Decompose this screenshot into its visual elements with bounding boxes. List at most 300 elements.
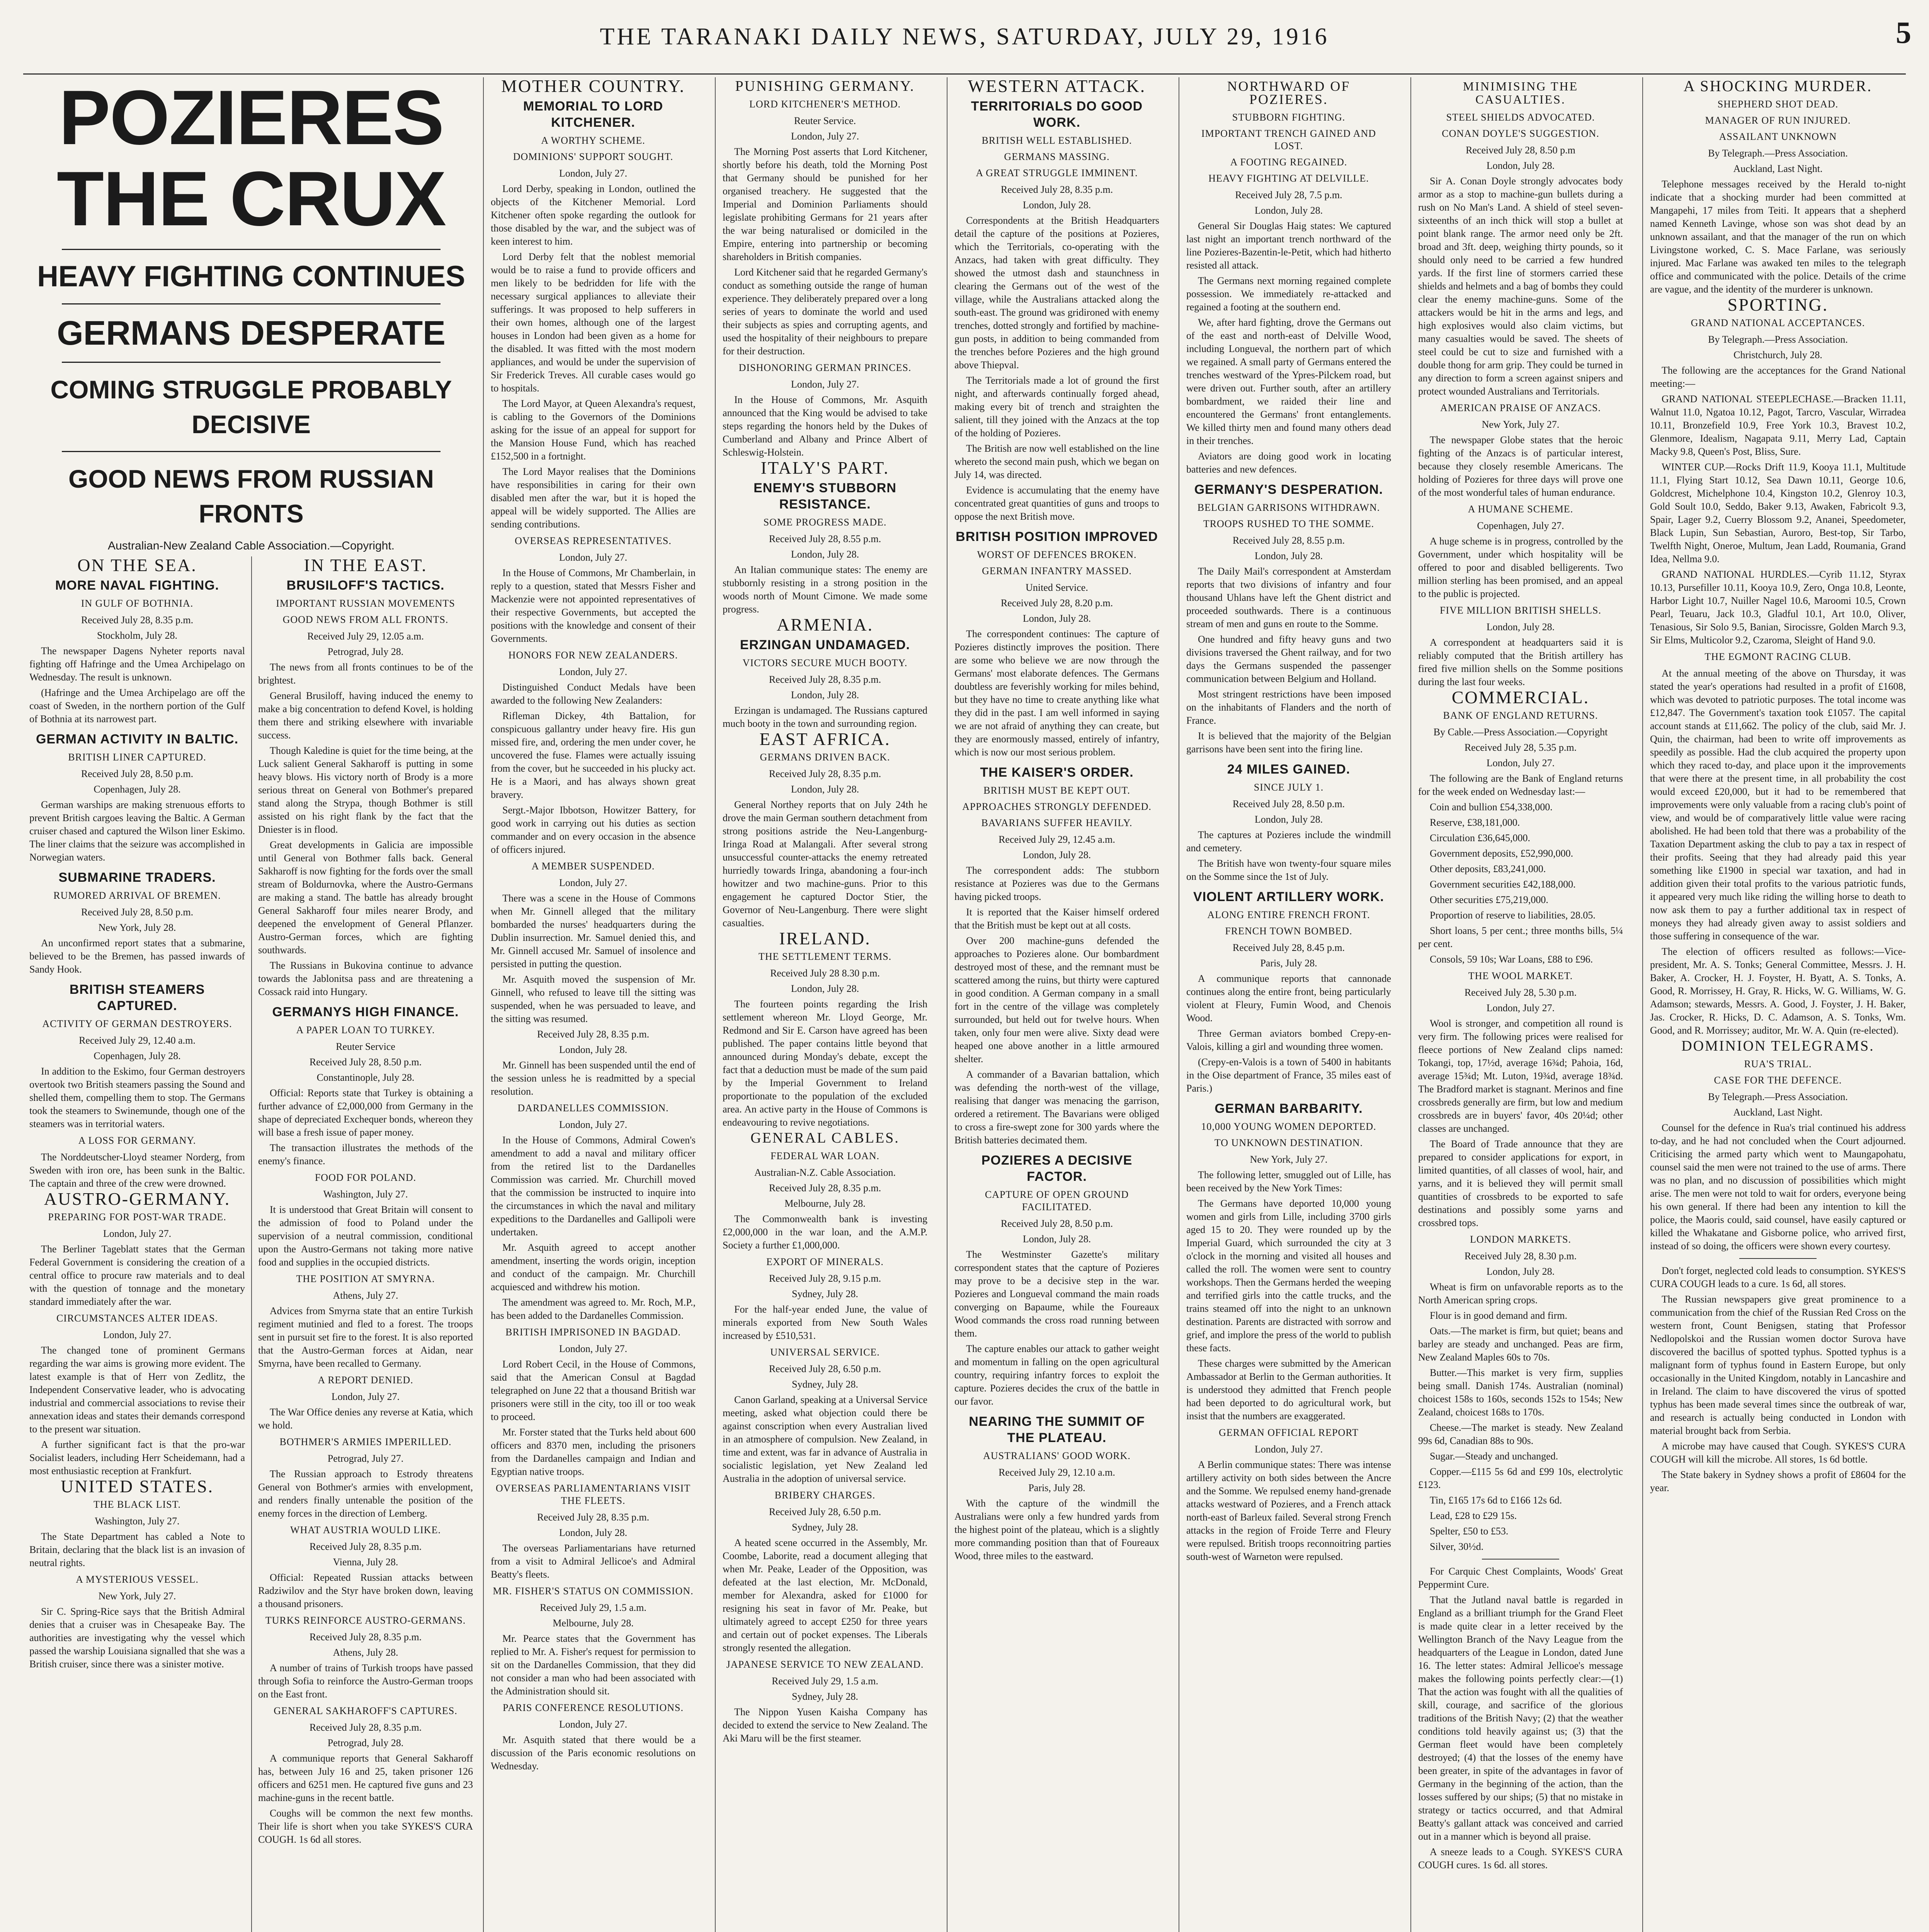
dateline: Received July 28, 8.55 p.m. — [769, 533, 881, 544]
dateline: Received July 28, 9.15 p.m. — [769, 1273, 881, 1284]
article-subheading: BRITISH IMPRISONED IN BAGDAD. — [505, 1327, 681, 1338]
dateline: Received July 28, 8.35 p.m. — [81, 614, 194, 626]
stat-line: Proportion of reserve to liabilities, 28.05. — [1430, 910, 1596, 921]
paragraph: The Berliner Tageblatt states that the German Federal Government is considering the creation of a central office to procure raw materials and to deal with the question of tonnage and the monetary standard immediately after the war. — [29, 1243, 245, 1307]
masthead-rule — [23, 73, 1906, 75]
article-heading: BRITISH POSITION IMPROVED — [956, 529, 1158, 544]
dateline: London, July 27. — [559, 552, 628, 563]
article-subheading: A MEMBER SUSPENDED. — [531, 861, 655, 872]
stat-line: Circulation £36,645,000. — [1430, 832, 1530, 844]
article-subheading: ASSAILANT UNKNOWN — [1719, 131, 1837, 142]
paragraph: Correspondents at the British Headquarters detail the capture of the positions at Pozieres, which the Territorials, co-operating with the Anzacs, had taken with great difficulty. They showed the utmost dash and staunchness in clearing the Germans out of the west of the village, while the Australians attacked along the south-east. The ground was gridironed with enemy trenches, dotted strongly and fortified by machine-gun posts, in addition to being commanded from the trenches before Pozieres and the high ground above Thiepval. — [954, 215, 1159, 371]
paragraph: The Territorials made a lot of ground the first night, and afterwards continually forged ahead, making every bit of trench and straighten the salient, till they joined with the Anzacs at the top of the holding of Pozieres. — [954, 375, 1159, 439]
paragraph: The British have won twenty-four square miles on the Somme since the 1st of July. — [1186, 858, 1391, 882]
paragraph: Aviators are doing good work in locating batteries and new defences. — [1186, 451, 1391, 475]
paragraph: The following are the acceptances for the Grand National meeting:— — [1650, 365, 1906, 389]
paragraph: Distinguished Conduct Medals have been awarded to the following New Zealanders: — [491, 682, 696, 706]
divider — [1739, 1258, 1817, 1259]
paragraph: One hundred and fifty heavy guns and two divisions traversed the Ghent railway, and for two days the Germans suspended the passenger communication between Belgium and Holland. — [1186, 634, 1391, 684]
dateline: London, July 27. — [559, 1343, 628, 1354]
article-subheading: ACTIVITY OF GERMAN DESTROYERS. — [42, 1018, 232, 1029]
section-title: UNITED STATES. — [60, 1476, 214, 1496]
article-subheading: A FOOTING REGAINED. — [1230, 156, 1347, 168]
dateline: Received July 28, 5.35 p.m. — [1464, 742, 1577, 753]
paragraph: A huge scheme is in progress, controlled by the Government, under which hospitality will be offered to poor and disabled belligerents. Two million sterling has been promised, and an appeal to the public is projected. — [1418, 536, 1623, 599]
dateline: Sydney, July 28. — [792, 1379, 858, 1390]
paragraph: The Norddeutscher-Lloyd steamer Norderg, from Sweden with iron ore, has been sunk in the Baltic. The captain and three of the crew were drowned. — [29, 1151, 245, 1189]
paragraph: The Germans have deported 10,000 young women and girls from Lille, including 3700 girls aged 15 to 20. They were rounded up by the Imperial Guard, which surrounded the city at 3 o'clock in the morning and visited all houses and called the roll. The women were sent to country workshops. Then the Germans herded the weeping and terrified girls into the cattle trucks, and the trains steamed off into the night to an unknown destination. Parents are distracted with sorrow and grief, and implore the press of the world to publish these facts. — [1186, 1198, 1391, 1354]
article-subheading: WHAT AUSTRIA WOULD LIKE. — [290, 1524, 441, 1536]
article-heading: MEMORIAL TO LORD KITCHENER. — [523, 99, 663, 130]
article-subheading: UNIVERSAL SERVICE. — [770, 1347, 880, 1358]
dateline: Sydney, July 28. — [792, 1288, 858, 1299]
paragraph: Great developments in Galicia are impossible until General von Bothmer falls back. General Sakharoff is now fighting for the fords over the small stream of Boldurnovka, where the Austro-Germans are making a stand. The battle has already brought General Sakharoff four miles nearer Brody, and deepened the envelopment of General Pflanzer. Austro-German forces, which are fighting southwards. — [258, 839, 473, 956]
article-subheading: BRITISH MUST BE KEPT OUT. — [983, 785, 1130, 796]
article-subheading: PARIS CONFERENCE RESOLUTIONS. — [503, 1702, 684, 1713]
article-subheading: A LOSS FOR GERMANY. — [78, 1135, 196, 1146]
advertisement: Don't forget, neglected cold leads to consumption. SYKES'S CURA COUGH leads to a cure. 1s 6d, all stores. — [1650, 1265, 1906, 1289]
paragraph: The War Office denies any reverse at Katia, which we hold. — [258, 1406, 473, 1431]
paragraph: In addition to the Eskimo, four German destroyers overtook two British steamers passing the Sound and shelled them, compelling them to stop. The Germans took the steamers to Swinemunde, though one of the steamers was in territorial waters. — [29, 1066, 245, 1129]
paragraph: Rifleman Dickey, 4th Battalion, for conspicuous gallantry under heavy fire. His gun missed fire, and, ordering the men under cover, he uncovered the fuse. Flames were actually issuing from the cover, but he succeeded in his plucky act. He is a Maori, and has always shown great bravery. — [491, 710, 696, 800]
dateline: Received July 28, 8.20 p.m. — [1000, 597, 1113, 609]
dateline: Received July 28, 8.35 p.m. — [769, 674, 881, 685]
article-subheading: BOTHMER'S ARMIES IMPERILLED. — [279, 1436, 452, 1447]
dateline: Auckland, Last Night. — [1733, 163, 1823, 174]
article-subheading: IMPORTANT RUSSIAN MOVEMENTS — [276, 598, 455, 609]
column-mother-country — [483, 77, 703, 1932]
paragraph: That the Jutland naval battle is regarded in England as a brilliant triumph for the Grand Fleet is made quite clear in a letter received by the Wellington Branch of the Navy League from the headquarters of the League in London, dated June 16. The letter states: Admiral Jellicoe's message makes the following points perfectly clear:—(1) That the action was fought with all the qualities of skill, courage, and sacrifice of the glorious traditions of the British Navy; (2) that the weather conditions told heavily against us; (3) that the German fleet would have been completely destroyed; (4) that the losses of the enemy have been greater, in spite of the advantages in favor of Germany in the beginning of the action, than the losses suffered by our ships; (5) that no mistake in strategy or tactics occurred, and that Admiral Beatty's gallant attack was conceived and carried out in a manner which is beyond all praise. — [1418, 1594, 1623, 1842]
article-subheading: AMERICAN PRAISE OF ANZACS. — [1440, 402, 1601, 413]
dateline: London, July 28. — [791, 983, 859, 994]
paragraph: Though Kaledine is quiet for the time being, at the Luck salient General Sakharoff is putting in some heavy blows. His victory north of Brody is a more serious threat on General von Bothmer's prepared stand along the Strypa, though Bothmer is still assisted on his right flank by the fact that the Dniester is in flood. — [258, 745, 473, 835]
article-subheading: SINCE JULY 1. — [1254, 782, 1324, 793]
article-subheading: STEEL SHIELDS ADVOCATED. — [1446, 112, 1595, 123]
article-subheading: BRIBERY CHARGES. — [774, 1490, 876, 1501]
paragraph: General Northey reports that on July 24th he drove the main German southern detachment from strong positions astride the Neu-Langenburg-Iringa Road at Malangali. After several strong unsuccessful counter-attacks the enemy retreated hurriedly towards Iringa, abandoning a four-inch howitzer and two machine-guns. Prior to this engagement he captured Doctor Stier, the Governor of Neu-Langenburg. There were slight casualties. — [723, 799, 927, 929]
article-subheading: OVERSEAS PARLIAMENTARIANS VISIT THE FLEETS. — [495, 1483, 691, 1506]
paragraph: The Nippon Yusen Kaisha Company has decided to extend the service to New Zealand. The Aki Maru will be the first steamer. — [723, 1706, 927, 1744]
dateline: London, July 28. — [791, 784, 859, 795]
section-title: EAST AFRICA. — [759, 729, 891, 749]
article-heading: ENEMY'S STUBBORN RESISTANCE. — [754, 481, 896, 512]
article-subheading: GERMAN INFANTRY MASSED. — [982, 565, 1132, 577]
divider — [62, 362, 441, 363]
paragraph: In the House of Commons, Mr Chamberlain, in reply to a question, stated that Messrs Fisher and Mackenzie were not appointed representatives of their respective Governments, but accepted the positions with the knowledge and consent of their Governments. — [491, 567, 696, 644]
paragraph: In the House of Commons, Admiral Cowen's amendment to add a naval and military officer from the retired list to the Dardanelles Commission was carried. Mr. Churchill moved that the commission be instructed to inquire into the circumstances in which the naval and military expeditions to the Dardanelles and Gallipoli were undertaken. — [491, 1134, 696, 1238]
paragraph: The correspondent continues: The capture of Pozieres distinctly improves the position. There are some who believe we are now through the Germans' most elaborate defences. The Germans doubtless are feverishly working for miles behind, but they have no time to create anything like what they did in the past. I am well informed in saying we are not afraid of anything they can create, but they are enormously massed, entirely of infantry, which is now our most serious problem. — [954, 628, 1159, 758]
dateline: Athens, July 27. — [333, 1290, 398, 1301]
article-subheading: GRAND NATIONAL ACCEPTANCES. — [1691, 317, 1865, 328]
article-subheading: THE WOOL MARKET. — [1468, 970, 1573, 981]
paragraph: The correspondent adds: The stubborn resistance at Pozieres was due to the Germans having picked troops. — [954, 865, 1159, 902]
paragraph: Official: Reports state that Turkey is obtaining a further advance of £2,000,000 from Germany in the shape of depreciated Exchequer bonds, whereon they will base a fresh issue of paper money. — [258, 1087, 473, 1138]
article-heading: NEARING THE SUMMIT OF THE PLATEAU. — [969, 1414, 1145, 1445]
dateline: Received July 28 8.30 p.m. — [770, 968, 880, 979]
article-subheading: MR. FISHER'S STATUS ON COMMISSION. — [493, 1585, 694, 1597]
paragraph: For the half-year ended June, the value of minerals exported from New South Wales increased by £510,531. — [723, 1304, 927, 1341]
stat-line: Government deposits, £52,990,000. — [1430, 848, 1573, 859]
article-subheading: STUBBORN FIGHTING. — [1232, 112, 1346, 123]
dateline: London, July 27. — [103, 1329, 172, 1340]
dateline: Paris, July 28. — [1260, 957, 1317, 969]
paragraph: The Commonwealth bank is investing £2,000,000 in the war loan, and the A.M.P. Society a further £1,000,000. — [723, 1213, 927, 1251]
article-heading: ERZINGAN UNDAMAGED. — [740, 638, 910, 652]
paragraph: Mr. Ginnell has been suspended until the end of the session unless he is readmitted by a special resolution. — [491, 1060, 696, 1097]
paragraph: These charges were submitted by the American Ambassador at Berlin to the German authorities. It is understood they admitted that French people had been deported to do agricultural work, but insist that the numbers are exaggerated. — [1186, 1358, 1391, 1422]
paragraph: General Brusiloff, having induced the enemy to make a big concentration to defend Kovel, is holding them there and striking elsewhere with invariable success. — [258, 690, 473, 741]
paragraph: The Lord Mayor realises that the Dominions have responsibilities in caring for their own disabled men after the war, but it is hoped the appeal will be widely supported. The Allies are sending contributions. — [491, 466, 696, 530]
dateline: Constantinople, July 28. — [316, 1072, 415, 1083]
article-heading: GERMAN ACTIVITY IN BALTIC. — [36, 732, 239, 747]
section-title: ITALY'S PART. — [760, 458, 890, 478]
article-subheading: GENERAL SAKHAROFF'S CAPTURES. — [274, 1705, 458, 1716]
article-subheading: TURKS REINFORCE AUSTRO-GERMANS. — [265, 1615, 466, 1626]
article-subheading: IMPORTANT TRENCH GAINED AND LOST. — [1201, 128, 1376, 151]
article-heading: BRUSILOFF'S TACTICS. — [286, 578, 445, 593]
article-subheading: RUA'S TRIAL. — [1744, 1058, 1812, 1070]
dateline: Received July 28, 8.55 p.m. — [1232, 535, 1345, 546]
dateline: London, July 27. — [559, 168, 628, 179]
dateline: Received July 28, 6.50 p.m. — [769, 1506, 881, 1517]
lead-headline-block — [23, 77, 479, 556]
paragraph: An unconfirmed report states that a submarine, believed to be the Bremen, has passed inwards of Sandy Hook. — [29, 937, 245, 975]
paragraph: The State Department has cabled a Note to Britain, declaring that the black list is an invasion of neutral rights. — [29, 1531, 245, 1568]
article-subheading: CONAN DOYLE'S SUGGESTION. — [1442, 128, 1599, 139]
dateline: Received July 28, 8.35 p.m. — [769, 1182, 881, 1194]
paragraph: The captures at Pozieres include the windmill and cemetery. — [1186, 829, 1391, 854]
dateline: Melbourne, July 28. — [553, 1617, 634, 1629]
article-subheading: TROOPS RUSHED TO THE SOMME. — [1203, 518, 1374, 529]
paragraph: The newspaper Globe states that the heroic fighting of the Anzacs is of particular interest, because they closely resemble Americans. The holding of Pozieres for three days will prove one of the most wonderful tales of human endurance. — [1418, 434, 1623, 498]
paragraph: Cheese.—The market is steady. New Zealand 99s 6d, Canadian 88s to 90s. — [1418, 1422, 1623, 1446]
article-subheading: FOOD FOR POLAND. — [315, 1172, 417, 1183]
article-subheading: VICTORS SECURE MUCH BOOTY. — [742, 657, 908, 668]
paragraph: An Italian communique states: The enemy are stubbornly resisting in a strong position in the woods north of Mount Cimone. We made some progress. — [723, 564, 927, 615]
lead-subhead-1: HEAVY FIGHTING CONTINUES — [37, 260, 465, 293]
column-sea — [23, 556, 251, 1932]
column-western-attack — [947, 77, 1166, 1932]
article-subheading: IN GULF OF BOTHNIA. — [81, 598, 194, 609]
paragraph: The changed tone of prominent Germans regarding the war aims is growing more evident. The latest example is that of Herr von Zedlitz, the Independent Conservative leader, who is advocating industrial and commercial associations to revise their annexation ideas and states their demands correspond to the present war situation. — [29, 1345, 245, 1435]
paragraph: Telephone messages received by the Herald to-night indicate that a shocking murder had been committed at Mangapehi, 17 miles from Teiti. It appears that a shepherd named Kenneth Lavinge, whose son was shot dead by an unknown assailant, and that the manager of the run on which Livingstone worked, C. S. Mace Farlane, was seriously injured. Mac Farlane was awaked ten miles to the telegraph office and communicated with the police. Details of the crime are vague, and the identity of the murderer is unknown. — [1650, 179, 1906, 295]
article-subheading: THE POSITION AT SMYRNA. — [296, 1273, 435, 1284]
section-title: ON THE SEA. — [77, 556, 197, 575]
dateline: New York, July 27. — [1482, 419, 1560, 430]
paragraph: At the annual meeting of the above on Thursday, it was stated the year's operations had resulted in a profit of £1608, which was devoted to patriotic purposes. The total income was £12,847. The Government's taxation took £1057. The capital account stands at £11,662. The policy of the club, said Mr. J. Quin, the chairman, had been to write off improvements as speedily as possible. Had the club acquired the property upon which they raced to-day, and place upon it the improvements that were there at the present time, in all probability the cost would exceed £20,000, but it had to be remembered that improvements were only valuable from a racing club's point of view, and would be of comparatively little value were racing abolished. He had been told that there was a probability of the Taxation Department asking the club to pay a tax in respect of their profits. Seeing that they had already paid this year something like £1900 in special war taxation, and had in addition given their total profits to the various patriotic funds, it appeared very much like riding the willing horse to death to now ask them to pay a further additional tax in respect of moneys they had already given away to assist soldiers and those suffering in consequence of the war. — [1650, 668, 1906, 942]
paragraph: Erzingan is undamaged. The Russians captured much booty in the town and surrounding region. — [723, 705, 927, 729]
dateline: Christchurch, July 28. — [1733, 349, 1822, 361]
article-heading: GERMANY'S DESPERATION. — [1194, 482, 1383, 497]
dateline: London, July 28. — [791, 689, 859, 701]
section-title: MOTHER COUNTRY. — [501, 77, 686, 96]
article-subheading: SOME PROGRESS MADE. — [763, 517, 887, 528]
dateline: Received July 28, 8.30 p.m. — [1464, 1250, 1577, 1262]
paragraph: Counsel for the defence in Rua's trial continued his address to-day, and he had not concluded when the Court adjourned. Criticising the armed party which went to Maungapohatu, counsel said the men were not trained to the use of arms. There was no plan, and no discussion of possibilities which might arise. The men were not told to wait for orders, everyone being his own general. If there had been any intention to kill the police, the Maoris could, said counsel, have easily captured or killed the Whakatane and Gisborne police, who arrived first, instead of so doing, the officers were shown every courtesy. — [1650, 1122, 1906, 1252]
paragraph: A Berlin communique states: There was intense artillery activity on both sides between the Ancre and the Somme. We repulsed enemy hand-grenade attacks westward of Pozieres, and a French attack north-east of Barleux failed. Several strong French attacks in the region of Froide Terre and Fleury were repulsed. British troops reconnoitring parties south-west of Warneton were repulsed. — [1186, 1459, 1391, 1562]
stat-line: Short loans, 5 per cent.; three months bills, 5¼ per cent. — [1418, 925, 1623, 949]
dateline: By Telegraph.—Press Association. — [1708, 334, 1848, 345]
lead-subhead-4: GOOD NEWS FROM RUSSIAN FRONTS — [68, 464, 434, 528]
dateline: London, July 27. — [103, 1228, 172, 1239]
dateline: Melbourne, July 28. — [784, 1198, 866, 1209]
article-subheading: ALONG ENTIRE FRENCH FRONT. — [1207, 909, 1370, 920]
divider — [62, 303, 441, 304]
article-subheading: A WORTHY SCHEME. — [541, 135, 645, 146]
advertisement: A sneeze leads to a Cough. SYKES'S CURA COUGH cures. 1s 6d. all stores. — [1418, 1846, 1623, 1871]
dateline: Received July 29, 1.5 a.m. — [540, 1602, 646, 1613]
section-title: WESTERN ATTACK. — [968, 77, 1146, 96]
dateline: London, July 27. — [559, 877, 628, 888]
section-title: COMMERCIAL. — [1451, 687, 1590, 707]
dateline: Australian-N.Z. Cable Association. — [754, 1167, 896, 1178]
article-subheading: HONORS FOR NEW ZEALANDERS. — [508, 650, 678, 661]
dateline: New York, July 27. — [1250, 1154, 1328, 1165]
article-subheading: LORD KITCHENER'S METHOD. — [749, 99, 901, 110]
section-title: DOMINION TELEGRAMS. — [1681, 1038, 1875, 1054]
dateline: Stockholm, July 28. — [97, 630, 177, 641]
paragraph: The Russian approach to Estrody threatens General von Bothmer's armies with envelopment, and renders finally untenable the position of the enemy forces in the direction of Lemberg. — [258, 1468, 473, 1519]
paragraph: The election of officers resulted as follows:—Vice-president, Mr. A. S. Tonks; General Committee, Messrs. J. H. Baker, A. Crocker, H. J. Foyster, H. Byatt, A. S. Tonks, A. Good, R. Morrissey, H. Gray, R. Hicks, W. G. Williams, W. G. Adamson; stewards, Messrs. A. Good, J. Foyster, J. H. Baker, Jas. Crocker, R. Hicks, D. C. Adamson, A. S. Tonks, Wm. Good, and R. Morrissey; auditor, Mr. W. A. Quin (re-elected). — [1650, 946, 1906, 1036]
dateline: Received July 28, 8.35 p.m. — [1000, 184, 1113, 195]
paragraph: The news from all fronts continues to be of the brightest. — [258, 662, 473, 686]
article-subheading: BRITISH LINER CAPTURED. — [68, 752, 206, 763]
paragraph: A commander of a Bavarian battalion, which was defending the north-west of the village, realising that danger was menacing the garrison, ordered a retirement. The Bavarians were obliged to cross a fire-swept zone for 300 yards where the British batteries decimated them. — [954, 1069, 1159, 1146]
article-subheading: GOOD NEWS FROM ALL FRONTS. — [282, 614, 449, 625]
dateline: London, July 28. — [1254, 814, 1323, 825]
paragraph: Lord Derby, speaking in London, outlined the objects of the Kitchener Memorial. Lord Kitchener often spoke regarding the outlook for those disabled by the war, and the subject was of keen interest to him. — [491, 183, 696, 247]
paragraph: Sir C. Spring-Rice says that the British Admiral denies that a cruiser was in Chesapeake Bay. The authorities are investigating why the vessel which passed the warship Louisiana signalled that she was a British cruiser, since there was a sinister motive. — [29, 1606, 245, 1670]
paragraph: A communique reports that General Sakharoff has, between July 16 and 25, taken prisoner 126 officers and 6251 men. He captured five guns and 23 machine-guns in the recent battle. — [258, 1753, 473, 1803]
dateline: Received July 29, 12.40 a.m. — [79, 1035, 196, 1046]
page-number: 5 — [1896, 16, 1914, 50]
dateline: London, July 28. — [791, 549, 859, 560]
dateline: London, July 28. — [1486, 1266, 1555, 1277]
paragraph: A number of trains of Turkish troops have passed through Sofia to reinforce the Austro-German troops on the East front. — [258, 1662, 473, 1700]
paragraph: GRAND NATIONAL STEEPLECHASE.—Bracken 11.11, Walnut 11.0, Ngatoa 10.12, Pagot, Tarcro, Vascular, Wirradea 10.11, Bronzefield 10.9, Free York 10.3, Bravest 10.2, Glenmore, Idealism, Nagapata 9.11, Merry Lad, Captain Macky 9.8, Queen's Post, Bliss, Sure. — [1650, 393, 1906, 457]
dateline: Sydney, July 28. — [792, 1522, 858, 1533]
dateline: Received July 28, 8.35 p.m. — [309, 1631, 422, 1643]
paragraph: Spelter, £50 to £53. — [1430, 1526, 1509, 1537]
paragraph: The Russians in Bukovina continue to advance towards the Jablonitsa pass and are threatening a Cossack raid into Hungary. — [258, 960, 473, 997]
article-subheading: BRITISH WELL ESTABLISHED. — [982, 135, 1132, 146]
paragraph: GRAND NATIONAL HURDLES.—Cyrib 11.12, Styrax 10.13, Pursefiller 10.11, Kooya 10.9, Zero, Onga 10.8, Leonte, Harbor Light 10.7, Nuiller Nagel 10.6, Maroomi 10.5, Crown Pearl, Teuaru, Jack 10.3, Gladful 10.1, Art 10.0, Oliver, Tenasious, Sir Solo 9.5, Banian, Sirocissre, Golden March 9.3, Sir Elms, Multicolor 9.2, Czaroma, Sleight of Hand 9.0. — [1650, 569, 1906, 646]
paragraph: The Russian newspapers give great prominence to a communication from the chief of the Russian Red Cross on the western front, Count Benigsen, stating that Professor Nedlopolskoi and the Russian women doctor Surova have discovered the bacillus of spotted typhus. Spotted typhus is a malignant form of typhus found in Eastern Europe, but only occasionally in the United Kingdom, notably in Lancashire and in Ireland. The claim to have discovered the virus of spotted typhus has been made several times since the outbreak of war, and research is actually being conducted in London with material brought back from Serbia. — [1650, 1294, 1906, 1436]
article-subheading: MANAGER OF RUN INJURED. — [1705, 115, 1851, 126]
paragraph: Lord Robert Cecil, in the House of Commons, said that the American Consul at Bagdad telegraphed on June 22 that a thousand British war prisoners were still in the city, too ill or too weak to proceed. — [491, 1359, 696, 1422]
paragraph: We, after hard fighting, drove the Germans out of the east and north-east of Delville Wood, including Longueval, the northern part of which we regained. A small party of Germans entered the trenches westward of the Ypres-Pilckem road, but were driven out. Further south, after an artillery bombardment, we raided their line and encountered the Germans' front entanglements. We killed thirty men and found many others dead in their trenches. — [1186, 317, 1391, 446]
paragraph: WINTER CUP.—Rocks Drift 11.9, Kooya 11.1, Multitude 11.1, Flying Start 10.12, Sea Dawn 10.11, George 10.6, Goldcrest, Michelphone 10.4, Kingston 10.2, Glenroy 10.3, Gold Soult 10.0, Seddo, Baker 9.13, Awaken, Fabricolt 9.3, Spair, Lager 9.2, Cuerry Blossom 9.2, Ananei, Speedometer, Black Lupin, Sun Sebastian, Auroro, Best-top, Sir Tarbo, Twelfth Night, Oneroe, Multum, Jean Ladd, Roumania, Grand Idea, Nellma 9.0. — [1650, 461, 1906, 565]
column-murder-sporting — [1642, 77, 1913, 1932]
dateline: By Telegraph.—Press Association. — [1708, 1091, 1848, 1102]
article-subheading: A HUMANE SCHEME. — [1468, 503, 1573, 515]
masthead-title: THE TARANAKI DAILY NEWS, SATURDAY, JULY 29, 1916 — [600, 23, 1329, 50]
dateline: London, July 28. — [559, 1527, 628, 1538]
article-subheading: WORST OF DEFENCES BROKEN. — [977, 549, 1137, 560]
paragraph: The following are the Bank of England returns for the week ended on Wednesday last:— — [1418, 773, 1623, 797]
article-subheading: THE EGMONT RACING CLUB. — [1704, 651, 1851, 662]
paragraph: The transaction illustrates the methods of the enemy's finance. — [258, 1142, 473, 1167]
paragraph: German warships are making strenuous efforts to prevent British cargoes leaving the Baltic. A German cruiser chased and captured the Wilson liner Eskimo. The liner claims that the seizure was accomplished in Norwegian waters. — [29, 799, 245, 863]
masthead — [0, 0, 1929, 73]
article-subheading: A GREAT STRUGGLE IMMINENT. — [976, 167, 1138, 179]
paragraph: The Daily Mail's correspondent at Amsterdam reports that two divisions of infantry and four thousand Uhlans have left the Ghent district and proceeded southwards. There is a continuous stream of men and guns en route to the Somme. — [1186, 566, 1391, 629]
paragraph: General Sir Douglas Haig states: We captured last night an important trench northward of the line Pozieres-Bazentin-le-Petit, which had hitherto resisted all attack. — [1186, 220, 1391, 271]
dateline: Received July 28, 8.35 p.m. — [309, 1722, 422, 1733]
dateline: New York, July 28. — [98, 922, 176, 933]
section-title: SPORTING. — [1727, 295, 1829, 315]
lead-headline: POZIERES THE CRUX — [56, 77, 446, 242]
article-subheading: GERMAN OFFICIAL REPORT — [1219, 1427, 1359, 1438]
paragraph: Official: Repeated Russian attacks between Radziwilov and the Styr have broken down, leaving a thousand prisoners. — [258, 1572, 473, 1609]
paragraph: Copper.—£115 5s 6d and £99 10s, electrolytic £123. — [1418, 1466, 1623, 1490]
dateline: Received July 28, 7.5 p.m. — [1235, 189, 1342, 201]
paragraph: Three German aviators bombed Crepy-en-Valois, killing a girl and wounding three women. — [1186, 1028, 1391, 1052]
section-title: GENERAL CABLES. — [750, 1130, 900, 1146]
dateline: Received July 28, 8.50 p.m. — [1232, 798, 1345, 810]
dateline: Received July 29, 12.45 a.m. — [999, 834, 1115, 845]
article-subheading: BANK OF ENGLAND RETURNS. — [1443, 710, 1598, 721]
article-subheading: GERMANS DRIVEN BACK. — [760, 752, 890, 763]
paragraph: Mr. Asquith moved the suspension of Mr. Ginnell, who refused to leave till the sitting was suspended, when he was persuaded to leave, and the sitting was resumed. — [491, 974, 696, 1024]
dateline: London, July 27. — [791, 131, 859, 142]
dateline: Athens, July 28. — [333, 1647, 398, 1658]
column-northward — [1179, 77, 1398, 1932]
paragraph: Flour is in good demand and firm. — [1430, 1310, 1568, 1321]
paragraph: The British are now well established on the line whereto the second main push, which we began on July 14, was directed. — [954, 443, 1159, 480]
dateline: New York, July 27. — [98, 1590, 176, 1602]
dateline: Auckland, Last Night. — [1733, 1107, 1823, 1118]
dateline: Petrograd, July 28. — [327, 1737, 404, 1748]
lead-subhead-3: COMING STRUGGLE PROBABLY DECISIVE — [50, 375, 452, 439]
paragraph: The Board of Trade announce that they are prepared to consider applications for export, in limited quantities, of all classes of wool, hair, and yarns, and it is believed they will permit small quantities of crossbreds to be exported to safe destinations and possibly some yarns and crossbred tops. — [1418, 1138, 1623, 1228]
divider — [62, 451, 441, 452]
dateline: London, July 27. — [559, 1119, 628, 1130]
article-subheading: BELGIAN GARRISONS WITHDRAWN. — [1197, 502, 1380, 513]
paragraph: Evidence is accumulating that the enemy have concentrated great quantities of guns and troops to oppose the next British move. — [954, 485, 1159, 522]
article-subheading: HEAVY FIGHTING AT DELVILLE. — [1208, 173, 1369, 184]
dateline: Received July 29, 12.05 a.m. — [307, 631, 424, 642]
dateline: London, July 27. — [1486, 1002, 1555, 1014]
section-title: NORTHWARD OF POZIERES. — [1227, 78, 1351, 107]
section-title: IN THE EAST. — [304, 556, 427, 575]
dateline: Received July 28, 8.50 p.m. — [309, 1056, 422, 1068]
paragraph: The capture enables our attack to gather weight and momentum in falling on the open agricultural country, requiring infantry forces to exploit the capture. Pozieres decides the crux of the battle in our favor. — [954, 1343, 1159, 1407]
divider — [1482, 1559, 1559, 1560]
section-title: PUNISHING GERMANY. — [735, 78, 915, 94]
article-subheading: A PAPER LOAN TO TURKEY. — [296, 1024, 435, 1036]
dateline: London, July 28. — [1486, 621, 1555, 633]
stat-line: Government securities £42,188,000. — [1430, 879, 1576, 890]
paragraph: It is believed that the majority of the Belgian garrisons have been sent into the firing line. — [1186, 730, 1391, 755]
article-subheading: PREPARING FOR POST-WAR TRADE. — [48, 1211, 226, 1223]
paragraph: The Morning Post asserts that Lord Kitchener, shortly before his death, told the Morning Post that Germany should be punished for her organised treachery. He suggested that the Imperial and Dominion Parliaments should legislate prohibiting Germans for 21 years after the war being naturalised or domiciled in the Empire, entering into partnership or becoming shareholders in British companies. — [723, 146, 927, 262]
stat-line: Coin and bullion £54,338,000. — [1430, 801, 1553, 813]
dateline: Vienna, July 28. — [333, 1556, 398, 1568]
article-heading: GERMAN BARBARITY. — [1215, 1101, 1363, 1116]
article-heading: TERRITORIALS DO GOOD WORK. — [971, 99, 1143, 130]
paragraph: Mr. Pearce states that the Government has replied to Mr. A. Fisher's request for permission to sit on the Dardanelles Commission, that they did not consider a man who had been associated with the Administration should sit. — [491, 1633, 696, 1697]
dateline: United Service. — [1026, 582, 1088, 593]
paragraph: Mr. Asquith agreed to accept another amendment, inserting the words origin, inception and conduct of the campaign. Mr. Churchill acquiesced and withdrew his motion. — [491, 1242, 696, 1293]
article-subheading: FRENCH TOWN BOMBED. — [1225, 925, 1352, 937]
article-subheading: CIRCUMSTANCES ALTER IDEAS. — [56, 1313, 218, 1324]
article-subheading: CASE FOR THE DEFENCE. — [1714, 1075, 1842, 1086]
article-subheading: SHEPHERD SHOT DEAD. — [1717, 99, 1839, 110]
dateline: London, July 27. — [559, 666, 628, 677]
article-heading: VIOLENT ARTILLERY WORK. — [1193, 889, 1384, 904]
dateline: Copenhagen, July 28. — [94, 784, 181, 795]
paragraph: It is reported that the Kaiser himself ordered that the British must be kept out at all costs. — [954, 906, 1159, 931]
dateline: London, July 28. — [1486, 160, 1555, 171]
dateline: London, July 27. — [331, 1391, 400, 1402]
article-heading: BRITISH STEAMERS CAPTURED. — [69, 982, 205, 1013]
paragraph: A correspondent at headquarters said it is reliably computed that the British artillery has fired five million shells on the Somme positions during the last four weeks. — [1418, 637, 1623, 687]
paragraph: The Germans next morning regained complete possession. We immediately re-attacked and regained a footing at the southern end. — [1186, 275, 1391, 313]
article-subheading: DOMINIONS' SUPPORT SOUGHT. — [513, 151, 674, 162]
dateline: Received July 29, 1.5 a.m. — [772, 1675, 878, 1687]
paragraph: Over 200 machine-guns defended the approaches to Pozieres alone. Our bombardment destroyed most of these, and the remnant must be scattered among the ruins, but thirty were captured in good condition. A German company in a small fort in the centre of the village was completely surrounded, but held out for twelve hours. When taken, only four men were alive. Sixty dead were heaped one above another in a little armoured shelter. — [954, 935, 1159, 1065]
paragraph: Lead, £28 to £29 15s. — [1430, 1510, 1517, 1521]
paragraph: The Westminster Gazette's military correspondent states that the capture of Pozieres may prove to be a decisive step in the war. Pozieres and Longueval command the main roads converging on Bapaume, while the Foureaux Wood commands the cross road running between them. — [954, 1249, 1159, 1339]
dateline: Reuter Service — [336, 1041, 395, 1052]
dateline: London, July 28. — [1254, 550, 1323, 561]
article-subheading: AUSTRALIANS' GOOD WORK. — [983, 1450, 1131, 1461]
article-subheading: LONDON MARKETS. — [1470, 1234, 1571, 1245]
paragraph: Most stringent restrictions have been imposed on the inhabitants of Flanders and the north of France. — [1186, 689, 1391, 726]
article-subheading: THE BLACK LIST. — [93, 1499, 181, 1510]
dateline: Received July 28, 5.30 p.m. — [1464, 987, 1577, 998]
article-subheading: APPROACHES STRONGLY DEFENDED. — [962, 801, 1152, 812]
dateline: London, July 28. — [1022, 199, 1091, 211]
dateline: London, July 27. — [1254, 1444, 1323, 1455]
paragraph: Sugar.—Steady and unchanged. — [1430, 1451, 1558, 1462]
paragraph: Lord Derby felt that the noblest memorial would be to raise a fund to provide officers and men likely to be bedridden for life with the necessary surgical appliances to alleviate their sufferings. It was proposed to help sufferers in their own homes, although one of the largest houses in London had been given as a home for the disabled. It was fitted with the most modern appliances, and would be under the supervision of Sir Frederick Treves. All curable cases would go to hospitals. — [491, 251, 696, 394]
paragraph: Butter.—This market is very firm, supplies being small. Danish 174s. Australian (nominal) choicest 158s to 160s, seconds 152s to 154s; New Zealand, choicest 168s to 170s. — [1418, 1367, 1623, 1418]
dateline: Received July 28, 8.35 p.m. — [309, 1541, 422, 1552]
paragraph: Mr. Forster stated that the Turks held about 600 officers and 8370 men, including the prisoners from the Dardanelles campaign and Indian and Egyptian native troops. — [491, 1427, 696, 1477]
stat-line: Consols, 59 10s; War Loans, £88 to £96. — [1430, 954, 1593, 965]
dateline: Paris, July 28. — [1028, 1482, 1085, 1493]
stat-line: Reserve, £38,181,000. — [1430, 817, 1520, 828]
advertisement: For Carquic Chest Complaints, Woods' Great Peppermint Cure. — [1418, 1566, 1623, 1590]
lead-subhead-2: GERMANS DESPERATE — [57, 314, 446, 352]
paragraph: Oats.—The market is firm, but quiet; beans and barley are steady and unchanged. Peas are firm, New Zealand Maples 60s to 70s. — [1418, 1325, 1623, 1363]
paragraph: There was a scene in the House of Commons when Mr. Ginnell alleged that the military bombarded the nurses' headquarters during the Dublin insurrection. Mr. Samuel denied this, and Mr. Ginnell accused Mr. Samuel of insolence and persisted in putting the question. — [491, 893, 696, 969]
article-heading: THE KAISER'S ORDER. — [980, 765, 1134, 780]
dateline: By Telegraph.—Press Association. — [1708, 148, 1848, 159]
dateline: Copenhagen, July 27. — [1477, 520, 1564, 531]
dateline: London, July 27. — [791, 379, 859, 390]
article-subheading: RUMORED ARRIVAL OF BREMEN. — [53, 890, 221, 901]
paragraph: Wheat is firm on unfavorable reports as to the North American spring crops. — [1418, 1281, 1623, 1306]
column-minimising — [1410, 77, 1630, 1932]
section-title: AUSTRO-GERMANY. — [44, 1189, 231, 1209]
dateline: By Cable.—Press Association.—Copyright — [1433, 726, 1608, 738]
article-subheading: OVERSEAS REPRESENTATIVES. — [515, 535, 672, 546]
paragraph: The overseas Parliamentarians have returned from a visit to Admiral Jellicoe's and Admiral Beatty's fleets. — [491, 1543, 696, 1580]
paragraph: Sergt.-Major Ibbotson, Howitzer Battery, for good work in carrying out his duties as section commander and on every occasion in the absence of officers injured. — [491, 804, 696, 855]
paragraph: Advices from Smyrna state that an entire Turkish regiment mutinied and fled to a forest. The troops sent in pursuit set fire to the forest. It is also reported that the Austro-German forces at Aidan, near Smyrna, have been recalled to Germany. — [258, 1305, 473, 1369]
dateline: Washington, July 27. — [323, 1189, 408, 1200]
article-subheading: THE SETTLEMENT TERMS. — [758, 951, 892, 962]
dateline: Washington, July 27. — [95, 1515, 180, 1527]
dateline: Petrograd, July 27. — [327, 1453, 404, 1464]
dateline: London, July 28. — [1254, 205, 1323, 216]
article-subheading: A MYSTERIOUS VESSEL. — [76, 1574, 199, 1585]
advertisement: Coughs will be common the next few months. Their life is short when you take SYKES'S CURA COUGH. 1s 6d all stores. — [258, 1808, 473, 1845]
dateline: London, July 28. — [559, 1044, 628, 1055]
